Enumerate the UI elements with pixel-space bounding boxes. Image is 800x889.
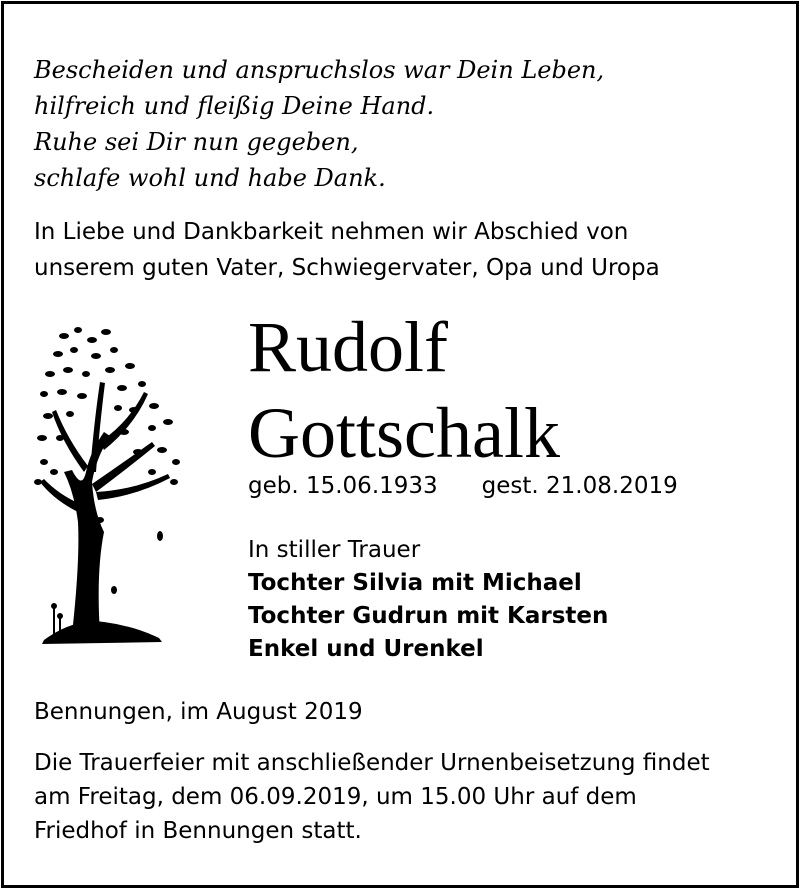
mourners [248,534,608,666]
mourner-line: Tochter Silvia mit Michael [248,570,582,596]
service-line: Die Trauerfeier mit anschließender Urnenbeisetzung findet [34,750,710,776]
intro-line: In Liebe und Dankbarkeit nehmen wir Abschied von [34,219,629,245]
service-info [34,746,710,848]
life-dates [248,470,678,502]
poem-line: hilfreich und fleißig Deine Hand. [34,92,435,120]
birth-date: geb. 15.06.1933 [248,473,438,499]
service-line: am Freitag, dem 06.09.2019, um 15.00 Uhr auf dem [34,784,637,810]
intro-line: unserem guten Vater, Schwiegervater, Opa und Uropa [34,255,660,281]
first-name: Rudolf [248,307,449,387]
death-date: gest. 21.08.2019 [481,473,678,499]
poem-line: Ruhe sei Dir nun gegeben, [34,128,359,156]
service-line: Friedhof in Bennungen statt. [34,818,362,844]
tree-icon [34,322,184,652]
deceased-name [248,304,560,476]
mourner-line: Enkel und Urenkel [248,636,484,662]
poem-line: Bescheiden und anspruchslos war Dein Leben, [34,56,605,84]
last-name: Gottschalk [248,393,560,473]
mourner-line: Tochter Gudrun mit Karsten [248,603,609,629]
obituary-notice [1,1,799,888]
place-date: Bennungen, im August 2019 [34,699,363,725]
intro-text [34,214,660,286]
poem-line: schlafe wohl und habe Dank. [34,164,386,192]
mourners-heading: In stiller Trauer [248,537,421,563]
poem [34,52,604,196]
